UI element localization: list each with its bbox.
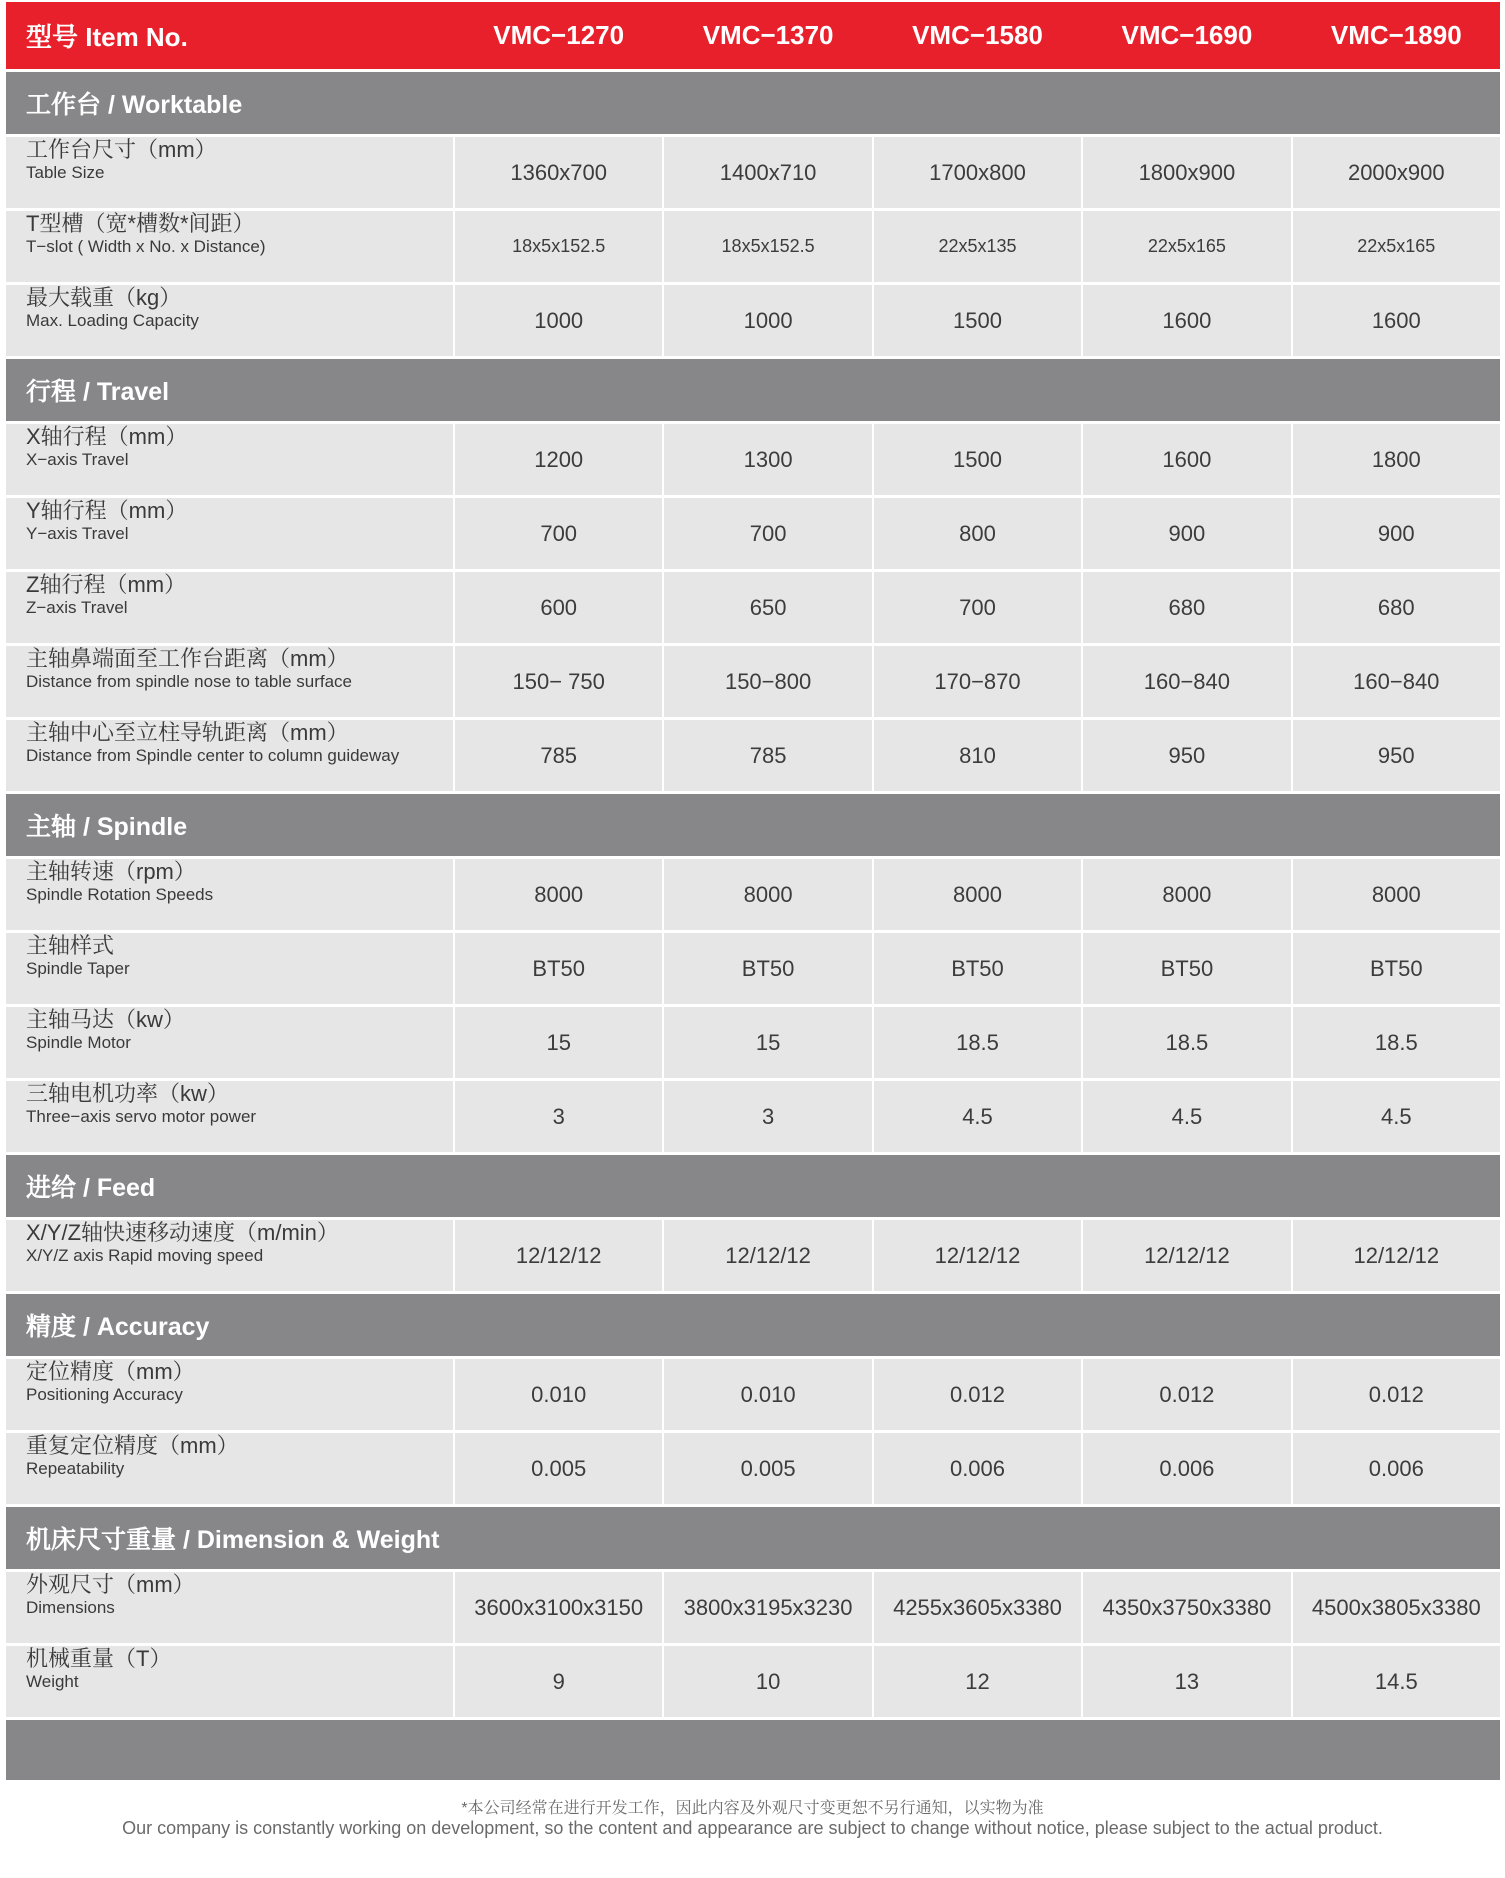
label-en: Table Size <box>26 163 105 182</box>
table-row <box>6 1220 1500 1291</box>
cell: 3600x3100x3150 <box>455 1572 662 1643</box>
cell: 18x5x152.5 <box>664 211 871 282</box>
cell: 4500x3805x3380 <box>1293 1572 1500 1643</box>
table-row <box>6 859 1500 930</box>
label-cn: X/Y/Z轴快速移动速度（m/min） <box>26 1220 339 1245</box>
table-row <box>6 1359 1500 1430</box>
section-spindle: 主轴 / Spindle <box>6 794 1500 856</box>
label-en: T−slot ( Width x No. x Distance) <box>26 237 266 256</box>
row-label <box>6 1433 453 1504</box>
cell: 785 <box>664 720 871 791</box>
cell: 700 <box>874 572 1081 643</box>
cell: 15 <box>664 1007 871 1078</box>
label-cn: 重复定位精度（mm） <box>26 1433 239 1458</box>
label-cn: T型槽（宽*槽数*间距） <box>26 211 255 236</box>
cell: 3 <box>664 1081 871 1152</box>
table-row <box>6 1646 1500 1717</box>
cell: 700 <box>455 498 662 569</box>
label-cn: X轴行程（mm） <box>26 424 188 449</box>
table-row <box>6 933 1500 1004</box>
table-row <box>6 1007 1500 1078</box>
cell: 18.5 <box>1083 1007 1290 1078</box>
table-row <box>6 211 1500 282</box>
row-label <box>6 572 453 643</box>
model-vmc-1690: VMC−1690 <box>1121 20 1253 50</box>
row-label <box>6 1359 453 1430</box>
cell: BT50 <box>1293 933 1500 1004</box>
model-vmc-1890: VMC−1890 <box>1330 20 1462 50</box>
cell: BT50 <box>664 933 871 1004</box>
label-en: Dimensions <box>26 1598 115 1617</box>
label-en: Weight <box>26 1672 79 1691</box>
cell: 3 <box>455 1081 662 1152</box>
table-row <box>6 424 1500 495</box>
cell: BT50 <box>455 933 662 1004</box>
cell: 1800x900 <box>1083 137 1290 208</box>
row-label <box>6 1572 453 1643</box>
row-label <box>6 720 453 791</box>
cell: 0.012 <box>874 1359 1081 1430</box>
cell: 12 <box>874 1646 1081 1717</box>
cell: 8000 <box>1293 859 1500 930</box>
cell: 4.5 <box>1293 1081 1500 1152</box>
cell: 10 <box>664 1646 871 1717</box>
label-cn: 最大载重（kg） <box>26 285 182 310</box>
cell: 9 <box>455 1646 662 1717</box>
cell: 1360x700 <box>455 137 662 208</box>
label-en: Distance from spindle nose to table surface <box>26 672 353 691</box>
cell: 12/12/12 <box>1293 1220 1500 1291</box>
table-row <box>6 720 1500 791</box>
table-row <box>6 1081 1500 1152</box>
row-label <box>6 646 453 717</box>
cell: 22x5x135 <box>874 211 1081 282</box>
label-cn: 主轴中心至立柱导轨距离（mm） <box>26 720 349 745</box>
cell: 950 <box>1083 720 1290 791</box>
cell: 8000 <box>455 859 662 930</box>
cell: 170−870 <box>874 646 1081 717</box>
model-vmc-1580: VMC−1580 <box>912 20 1043 50</box>
cell: 700 <box>664 498 871 569</box>
cell: 785 <box>455 720 662 791</box>
row-label <box>6 424 453 495</box>
model-vmc-1270: VMC−1270 <box>493 20 625 50</box>
cell: 1400x710 <box>664 137 871 208</box>
item-no-label: 型号 Item No. <box>26 22 188 52</box>
table-row <box>6 572 1500 643</box>
cell: 0.006 <box>874 1433 1081 1504</box>
section-accuracy: 精度 / Accuracy <box>6 1294 1500 1356</box>
cell: 12/12/12 <box>664 1220 871 1291</box>
cell: 8000 <box>664 859 871 930</box>
header-row <box>6 2 1500 69</box>
footer-bar <box>6 1720 1500 1780</box>
cell: 1500 <box>874 285 1081 356</box>
table-row <box>6 646 1500 717</box>
cell: 18x5x152.5 <box>455 211 662 282</box>
cell: 0.012 <box>1083 1359 1290 1430</box>
cell: 14.5 <box>1293 1646 1500 1717</box>
cell: BT50 <box>874 933 1081 1004</box>
cell: 160−840 <box>1083 646 1290 717</box>
label-en: Y−axis Travel <box>26 524 129 543</box>
cell: 0.012 <box>1293 1359 1500 1430</box>
cell: 1700x800 <box>874 137 1081 208</box>
spec-sheet <box>6 0 1500 1780</box>
table-row <box>6 137 1500 208</box>
cell: 4.5 <box>1083 1081 1290 1152</box>
cell: 15 <box>455 1007 662 1078</box>
cell: 0.005 <box>664 1433 871 1504</box>
row-label <box>6 1081 453 1152</box>
label-cn: 三轴电机功率（kw） <box>26 1081 229 1106</box>
label-en: Repeatability <box>26 1459 125 1478</box>
table-row <box>6 1433 1500 1504</box>
cell: BT50 <box>1083 933 1290 1004</box>
label-cn: 主轴马达（kw） <box>26 1007 185 1032</box>
cell: 1200 <box>455 424 662 495</box>
cell: 2000x900 <box>1293 137 1500 208</box>
cell: 1600 <box>1293 285 1500 356</box>
label-cn: Y轴行程（mm） <box>26 498 188 523</box>
cell: 680 <box>1293 572 1500 643</box>
cell: 810 <box>874 720 1081 791</box>
section-travel: 行程 / Travel <box>6 359 1500 421</box>
label-cn: 主轴鼻端面至工作台距离（mm） <box>26 646 349 671</box>
label-en: X−axis Travel <box>26 450 129 469</box>
label-en: Max. Loading Capacity <box>26 311 199 330</box>
row-label <box>6 933 453 1004</box>
cell: 1800 <box>1293 424 1500 495</box>
cell: 680 <box>1083 572 1290 643</box>
row-label <box>6 211 453 282</box>
cell: 950 <box>1293 720 1500 791</box>
label-en: Spindle Rotation Speeds <box>26 885 214 904</box>
cell: 0.010 <box>455 1359 662 1430</box>
label-cn: Z轴行程（mm） <box>26 572 187 597</box>
row-label <box>6 1646 453 1717</box>
label-en: Distance from Spindle center to column guideway <box>26 746 400 765</box>
row-label <box>6 498 453 569</box>
table-row <box>6 285 1500 356</box>
label-en: Spindle Motor <box>26 1033 131 1052</box>
cell: 1600 <box>1083 285 1290 356</box>
cell: 0.010 <box>664 1359 871 1430</box>
label-cn: 外观尺寸（mm） <box>26 1572 195 1597</box>
cell: 650 <box>664 572 871 643</box>
cell: 150−800 <box>664 646 871 717</box>
cell: 1000 <box>455 285 662 356</box>
cell: 22x5x165 <box>1293 211 1500 282</box>
row-label <box>6 1007 453 1078</box>
label-cn: 工作台尺寸（mm） <box>26 137 217 162</box>
cell: 8000 <box>1083 859 1290 930</box>
cell: 8000 <box>874 859 1081 930</box>
table-row <box>6 498 1500 569</box>
row-label <box>6 859 453 930</box>
cell: 18.5 <box>1293 1007 1500 1078</box>
cell: 12/12/12 <box>1083 1220 1290 1291</box>
cell: 18.5 <box>874 1007 1081 1078</box>
cell: 0.006 <box>1293 1433 1500 1504</box>
cell: 12/12/12 <box>455 1220 662 1291</box>
label-en: Z−axis Travel <box>26 598 128 617</box>
row-label <box>6 1220 453 1291</box>
section-worktable: 工作台 / Worktable <box>6 72 1500 134</box>
label-en: Three−axis servo motor power <box>26 1107 257 1126</box>
disclaimer-en: Our company is constantly working on development, so the content and appearance are subject to change without notice, please subject to the actual product. <box>122 1818 1383 1838</box>
cell: 900 <box>1083 498 1290 569</box>
label-cn: 主轴转速（rpm） <box>26 859 196 884</box>
cell: 1500 <box>874 424 1081 495</box>
cell: 3800x3195x3230 <box>664 1572 871 1643</box>
row-label <box>6 137 453 208</box>
label-en: Positioning Accuracy <box>26 1385 183 1404</box>
cell: 800 <box>874 498 1081 569</box>
cell: 4350x3750x3380 <box>1083 1572 1290 1643</box>
label-cn: 主轴样式 <box>26 933 115 958</box>
cell: 4255x3605x3380 <box>874 1572 1081 1643</box>
cell: 150− 750 <box>455 646 662 717</box>
table-row <box>6 1572 1500 1643</box>
label-cn: 定位精度（mm） <box>26 1359 195 1384</box>
cell: 22x5x165 <box>1083 211 1290 282</box>
model-vmc-1370: VMC−1370 <box>702 20 834 50</box>
label-en: X/Y/Z axis Rapid moving speed <box>26 1246 264 1265</box>
cell: 0.006 <box>1083 1433 1290 1504</box>
row-label <box>6 285 453 356</box>
cell: 900 <box>1293 498 1500 569</box>
cell: 13 <box>1083 1646 1290 1717</box>
cell: 160−840 <box>1293 646 1500 717</box>
disclaimer-cn: *本公司经常在进行开发工作，因此内容及外观尺寸变更恕不另行通知，以实物为准 <box>461 1800 1044 1817</box>
cell: 0.005 <box>455 1433 662 1504</box>
cell: 4.5 <box>874 1081 1081 1152</box>
label-en: Spindle Taper <box>26 959 130 978</box>
section-feed: 进给 / Feed <box>6 1155 1500 1217</box>
cell: 600 <box>455 572 662 643</box>
section-dimension-weight: 机床尺寸重量 / Dimension & Weight <box>6 1507 1500 1569</box>
label-cn: 机械重量（T） <box>26 1646 172 1671</box>
cell: 1600 <box>1083 424 1290 495</box>
cell: 12/12/12 <box>874 1220 1081 1291</box>
cell: 1300 <box>664 424 871 495</box>
cell: 1000 <box>664 285 871 356</box>
